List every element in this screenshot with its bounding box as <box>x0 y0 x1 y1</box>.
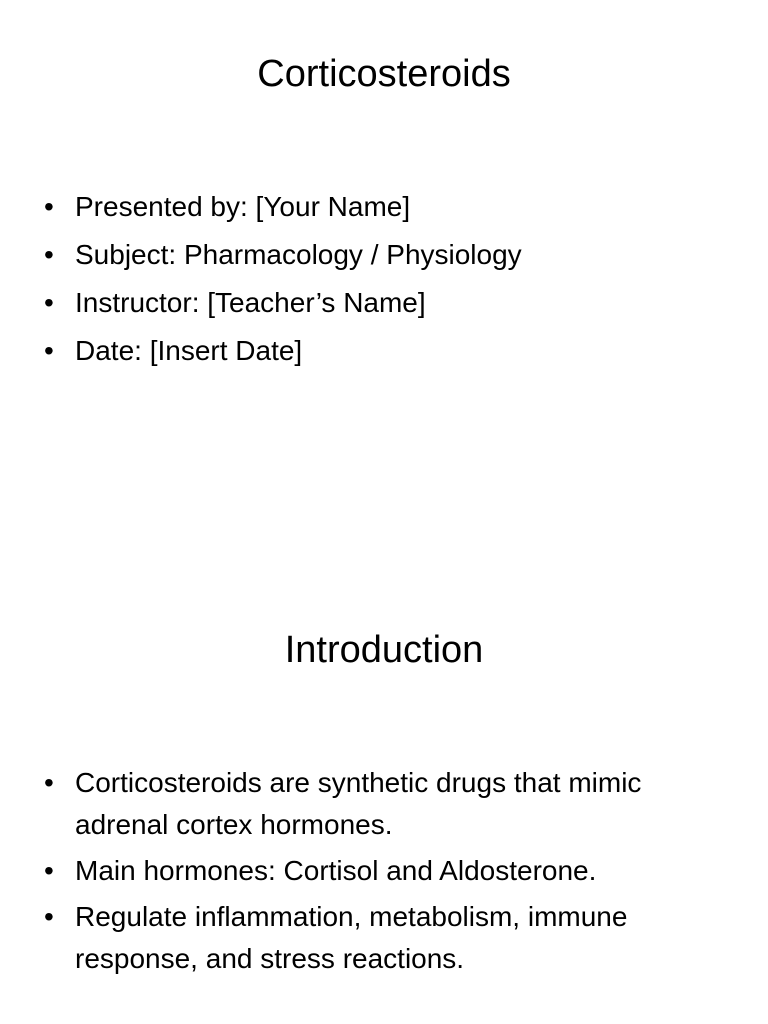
list-item <box>40 330 730 372</box>
list-item <box>40 762 730 846</box>
bullet-point-icon: • <box>44 287 54 318</box>
slide-title: Introduction <box>284 629 484 671</box>
bullet-point-icon: • <box>44 239 54 270</box>
slide-introduction <box>0 576 768 1024</box>
bullet-text: Presented by: [Your Name] <box>75 191 411 222</box>
list-item <box>40 850 730 892</box>
bullet-point-icon: • <box>44 901 54 932</box>
list-item <box>40 234 730 276</box>
bullet-point-icon: • <box>44 767 54 798</box>
bullet-text: Corticosteroids are synthetic drugs that mimic adrenal cortex hormones. <box>75 767 642 840</box>
bullet-text: Instructor: [Teacher’s Name] <box>75 287 426 318</box>
bullet-text: Regulate inflammation, metabolism, immune response, and stress reactions. <box>75 901 628 974</box>
bullet-text: Subject: Pharmacology / Physiology <box>75 239 522 270</box>
list-item <box>40 896 730 980</box>
bullet-list <box>40 762 730 984</box>
bullet-point-icon: • <box>44 855 54 886</box>
list-item <box>40 282 730 324</box>
slide-title: Corticosteroids <box>257 53 511 95</box>
bullet-point-icon: • <box>44 191 54 222</box>
bullet-list <box>40 186 730 378</box>
bullet-text: Date: [Insert Date] <box>75 335 303 366</box>
bullet-point-icon: • <box>44 335 54 366</box>
list-item <box>40 186 730 228</box>
bullet-text: Main hormones: Cortisol and Aldosterone. <box>75 855 597 886</box>
